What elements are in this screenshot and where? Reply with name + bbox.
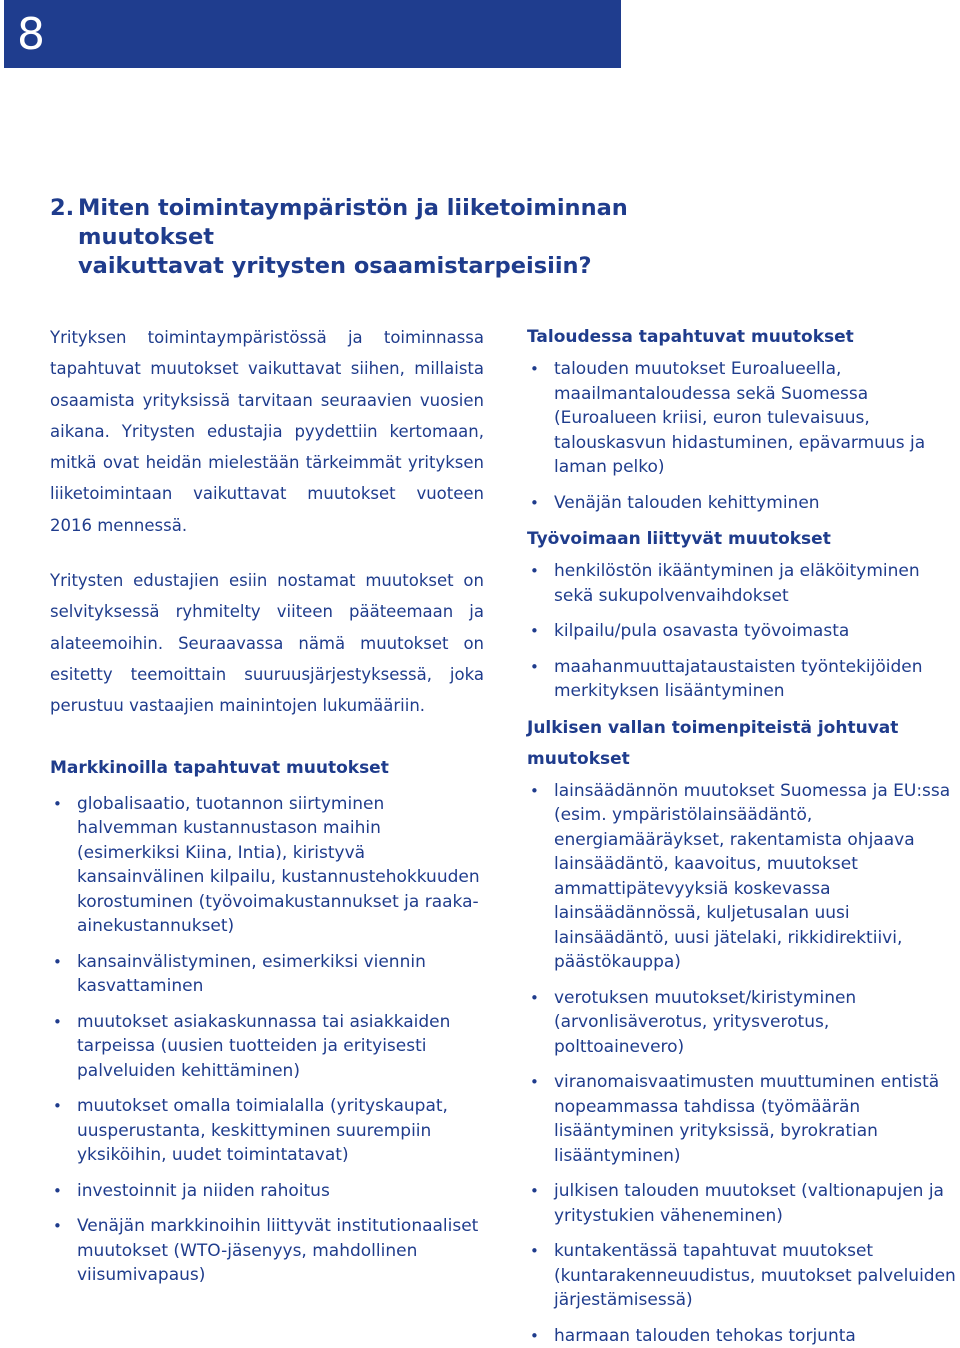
economy-list <box>527 357 957 515</box>
list-item: • kuntakentässä tapahtuvat muutokset (kuntarakenneuudistus, muutokset palveluiden järjestämisessä) <box>527 1239 957 1313</box>
list-item: • investoinnit ja niiden rahoitus <box>50 1179 484 1204</box>
intro-paragraph-2: Yritysten edustajien esiin nostamat muutokset on selvityksessä ryhmitelty viiteen pääteemaan ja alateemoihin. Seuraavassa nämä muutokset on esitetty teemoittain suuruusjärjestyksessä, joka perustuu vastaajien mainintojen lukumääriin. <box>50 565 484 721</box>
list-item: • muutokset asiakaskunnassa tai asiakkaiden tarpeissa (uusien tuotteiden ja erityisesti palveluiden kehittäminen) <box>50 1010 484 1084</box>
markets-list <box>50 792 484 1288</box>
list-item: • Venäjän talouden kehittyminen <box>527 491 957 516</box>
list-item: • harmaan talouden tehokas torjunta <box>527 1324 957 1348</box>
chapter-number: 2. <box>50 194 74 223</box>
section-heading-economy: Taloudessa tapahtuvat muutokset <box>527 322 957 353</box>
page-number: 8 <box>17 10 45 60</box>
right-column <box>527 322 957 1348</box>
workforce-list <box>527 559 957 704</box>
list-item: • lainsäädännön muutokset Suomessa ja EU:ssa (esim. ympäristölainsäädäntö, energiamääräykset, rakentamista ohjaava lainsäädäntö, kaavoitus, muutokset ammattipätevyyksiä koskevassa lainsäädännössä, kuljetusalan uusi lainsäädäntö, uusi jätelaki, rikkidirektiivi, päästökauppa) <box>527 779 957 975</box>
list-item: • muutokset omalla toimialalla (yrityskaupat, uusperustanta, keskittyminen suurempiin yksiköihin, uudet toimintatavat) <box>50 1094 484 1168</box>
list-item: • viranomaisvaatimusten muuttuminen entistä nopeammassa tahdissa (työmäärän lisääntyminen yrityksissä, byrokratian lisääntyminen) <box>527 1070 957 1168</box>
intro-paragraph-1: Yrityksen toimintaympäristössä ja toiminnassa tapahtuvat muutokset vaikuttavat siihen, millaista osaamista yrityksissä tarvitaan seuraavien vuosien aikana. Yritysten edustajia pyydettiin kertomaan, mitkä ovat heidän mielestään tärkeimmät yrityksen liiketoimintaan vaikuttavat muutokset vuoteen 2016 mennessä. <box>50 322 484 541</box>
page-header-band <box>4 0 621 68</box>
list-item: • kilpailu/pula osavasta työvoimasta <box>527 619 957 644</box>
chapter-title <box>50 194 770 281</box>
chapter-title-line-1: Miten toimintaympäristön ja liiketoiminnan muutokset <box>50 194 770 252</box>
section-heading-workforce: Työvoimaan liittyvät muutokset <box>527 524 957 555</box>
section-heading-markets: Markkinoilla tapahtuvat muutokset <box>50 750 484 786</box>
list-item: • henkilöstön ikääntyminen ja eläköityminen sekä sukupolvenvaihdokset <box>527 559 957 608</box>
list-item: • Venäjän markkinoihin liittyvät institutionaaliset muutokset (WTO-jäsenyys, mahdollinen viisumivapaus) <box>50 1214 484 1288</box>
public-sector-list <box>527 779 957 1348</box>
list-item: • globalisaatio, tuotannon siirtyminen halvemman kustannustason maihin (esimerkiksi Kiina, Intia), kiristyvä kansainvälinen kilpailu, kustannustehokkuuden korostuminen (työvoimakustannukset ja raaka-ainekustannukset) <box>50 792 484 939</box>
list-item: • kansainvälistyminen, esimerkiksi viennin kasvattaminen <box>50 950 484 999</box>
left-column <box>50 322 484 1288</box>
list-item: • julkisen talouden muutokset (valtionapujen ja yritystukien väheneminen) <box>527 1179 957 1228</box>
chapter-title-line-2: vaikuttavat yritysten osaamistarpeisiin? <box>50 252 770 281</box>
list-item: • verotuksen muutokset/kiristyminen (arvonlisäverotus, yritysverotus, polttoainevero) <box>527 986 957 1060</box>
list-item: • maahanmuuttajataustaisten työntekijöiden merkityksen lisääntyminen <box>527 655 957 704</box>
section-heading-public-sector: Julkisen vallan toimenpiteistä johtuvat muutokset <box>527 713 957 775</box>
list-item: • talouden muutokset Euroalueella, maailmantaloudessa sekä Suomessa (Euroalueen kriisi, euron tulevaisuus, talouskasvun hidastuminen, epävarmuus ja laman pelko) <box>527 357 957 480</box>
